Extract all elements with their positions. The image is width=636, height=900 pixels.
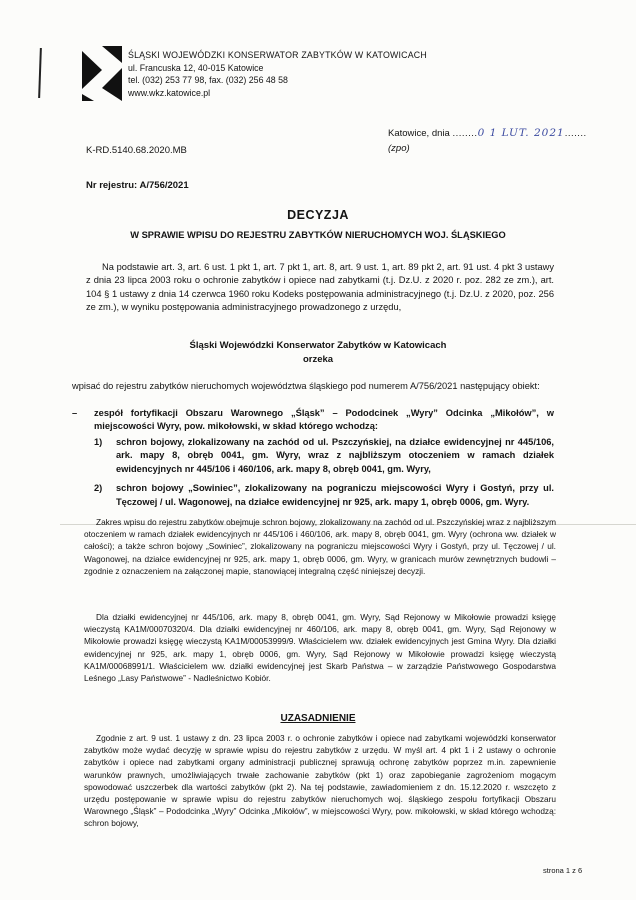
object-description <box>72 407 554 434</box>
authority-block <box>0 339 636 367</box>
conservator-logo <box>82 46 122 101</box>
object-items-list <box>94 436 554 509</box>
date-note: (zpo) <box>388 143 410 154</box>
land-registry-paragraph: Dla działki ewidencyjnej nr 445/106, ark. mapy 8, obręb 0041, gm. Wyry, Sąd Rejonowy w Mikołowie prowadzi księgę wieczystą KA1M/00070320/4. Dla działki ewidencyjnej nr 460/106, ark. mapy 8, obręb 0041, gm. Wyry, Sąd Rejonowy w Mikołowie prowadzi księgę wieczystą KA1M/00053999/9. Właścicielem ww. działek ewidencyjnych jest Gmina Wyry. Dla działki ewidencyjnej nr 925, ark. mapy 1, obręb 0006, gm. Wyry, Sąd Rejonowy w Mikołowie prowadzi księgę wieczystą KA1M/00068991/1. Właścicielem ww. działki ewidencyjnej jest Skarb Państwa – w zarządzie Państwowego Gospodarstwa Leśnego „Lasy Państwowe” - Nadleśnictwo Kobiór. <box>84 612 556 684</box>
institution-address: ul. Francuska 12, 40-015 Katowice <box>128 62 264 73</box>
justification-paragraph: Zgodnie z art. 9 ust. 1 ustawy z dn. 23 lipca 2003 r. o ochronie zabytków i opiece nad zabytkami wojewódzki konserwator zabytków może wydać decyzję w sprawie wpisu do rejestru zabytków z urzędu. W myśl art. 4 pkt 1 i 2 ustawy o ochronie zabytków i opiece nad zabytkami organy administracji publicznej sprawują ochronę zabytków poprzez m.in. zapewnienie warunków prawnych, umożliwiających trwałe zachowanie zabytków (pkt 1) oraz zapobieganie zagrożeniom mogącym spowodować uszczerbek dla wartości zabytków (pkt 2). Na tej podstawie, zawiadomieniem z dn. 15.12.2020 r. wszczęto z urzędu postępowanie w sprawie wpisu do rejestru zabytków nieruchomych woj. śląskiego zespołu fortyfikacji Obszaru Warownego „Śląsk” – Pododcinka „Wyry” Odcinka „Mikołów”, w miejscowości Wyry, pow. mikołowski, w skład którego wchodzą: schron bojowy, <box>84 733 556 829</box>
legal-basis-paragraph: Na podstawie art. 3, art. 6 ust. 1 pkt 1, art. 7 pkt 1, art. 8, art. 9 ust. 1, art. 89 pkt 2, art. 91 ust. 4 pkt 3 ustawy z dnia 23 lipca 2003 roku o ochronie zabytków i opiece nad zabytkami (t.j. Dz.U. z 2020 r. poz. 282 ze zm.), art. 104 § 1 ustawy z dnia 14 czerwca 1960 roku Kodeks postępowania administracyjnego (t.j. Dz.U. z 2020, poz. 256 ze zm.), w wyniku postępowania administracyjnego prowadzonego z urzędu, <box>86 262 554 313</box>
city-label: Katowice, dnia <box>388 128 450 139</box>
list-item: 1) schron bojowy, zlokalizowany na zachód od ul. Pszczyńskiej, na działce ewidencyjnej nr 445/106, ark. mapy 8, obręb 0041, gm. Wyry, wraz z najbliższym otoczeniem w ramach działek ewidencyjnych nr 445/106 i 460/106, ark. mapy 8, obręb 0041, gm. Wyry, <box>94 437 554 474</box>
case-number: K-RD.5140.68.2020.MB <box>86 145 187 156</box>
object-text: zespół fortyfikacji Obszaru Warownego „Śląsk” – Pododcinek „Wyry” Odcinka „Mikołów”, w miejscowości Wyry, pow. mikołowski, w skład którego wchodzą: <box>94 408 554 432</box>
authority-verb: orzeka <box>302 354 334 365</box>
document-title: DECYZJA <box>287 208 349 222</box>
document-subtitle: W SPRAWIE WPISU DO REJESTRU ZABYTKÓW NIERUCHOMYCH WOJ. ŚLĄSKIEGO <box>130 230 506 240</box>
object-dash: – <box>72 408 78 418</box>
margin-pen-mark <box>38 48 42 98</box>
register-number: Nr rejestru: A/756/2021 <box>86 180 189 191</box>
justification-heading: UZASADNIENIE <box>280 713 356 724</box>
institution-phone: tel. (032) 253 77 98, fax. (032) 256 48 58 <box>128 75 288 86</box>
date-dots-before: ........ <box>452 128 478 139</box>
institution-name: ŚLĄSKI WOJEWÓDZKI KONSERWATOR ZABYTKÓW W KATOWICACH <box>128 50 427 60</box>
authority-name: Śląski Wojewódzki Konserwator Zabytków w Katowicach <box>189 340 447 351</box>
place-and-date <box>388 126 587 156</box>
letterhead <box>128 49 427 99</box>
page-number: strona 1 z 6 <box>543 866 583 875</box>
ruling-intro: wpisać do rejestru zabytków nieruchomych województwa śląskiego pod numerem A/756/2021 następujący obiekt: <box>72 381 540 391</box>
handwritten-date: 0 1 LUT. 2021 <box>477 127 565 139</box>
scope-paragraph: Zakres wpisu do rejestru zabytków obejmuje schron bojowy, zlokalizowany na zachód od ul. Pszczyńskiej wraz z najbliższym otoczeniem w ramach działek ewidencyjnych nr 445/106 i 460/106, ark. mapy 8, obręb 0041, gm. Wyry (ochrona ww. działek w całości); a także schron bojowy „Sowiniec”, zlokalizowany na pograniczu miejscowości Wyry i Gostyń, przy ul. Tęczowej / ul. Wagonowej, na działce ewidencyjnej nr 925, ark. mapy 1, obręb 0006, gm. Wyry, w granicach murów zewnętrznych budowli – zgodnie z oznaczeniem na załączonej mapie, stanowiącej integralną część niniejszej decyzji. <box>84 517 556 576</box>
date-dots-after: ....... <box>564 128 587 139</box>
institution-website[interactable]: www.wkz.katowice.pl <box>128 87 211 98</box>
list-item: 2) schron bojowy „Sowiniec”, zlokalizowany na pograniczu miejscowości Wyry i Gostyń, przy ul. Tęczowej / ul. Wagonowej, na działce ewidencyjnej nr 925, ark. mapy 1, obręb 0006, gm. Wyry. <box>94 483 554 507</box>
